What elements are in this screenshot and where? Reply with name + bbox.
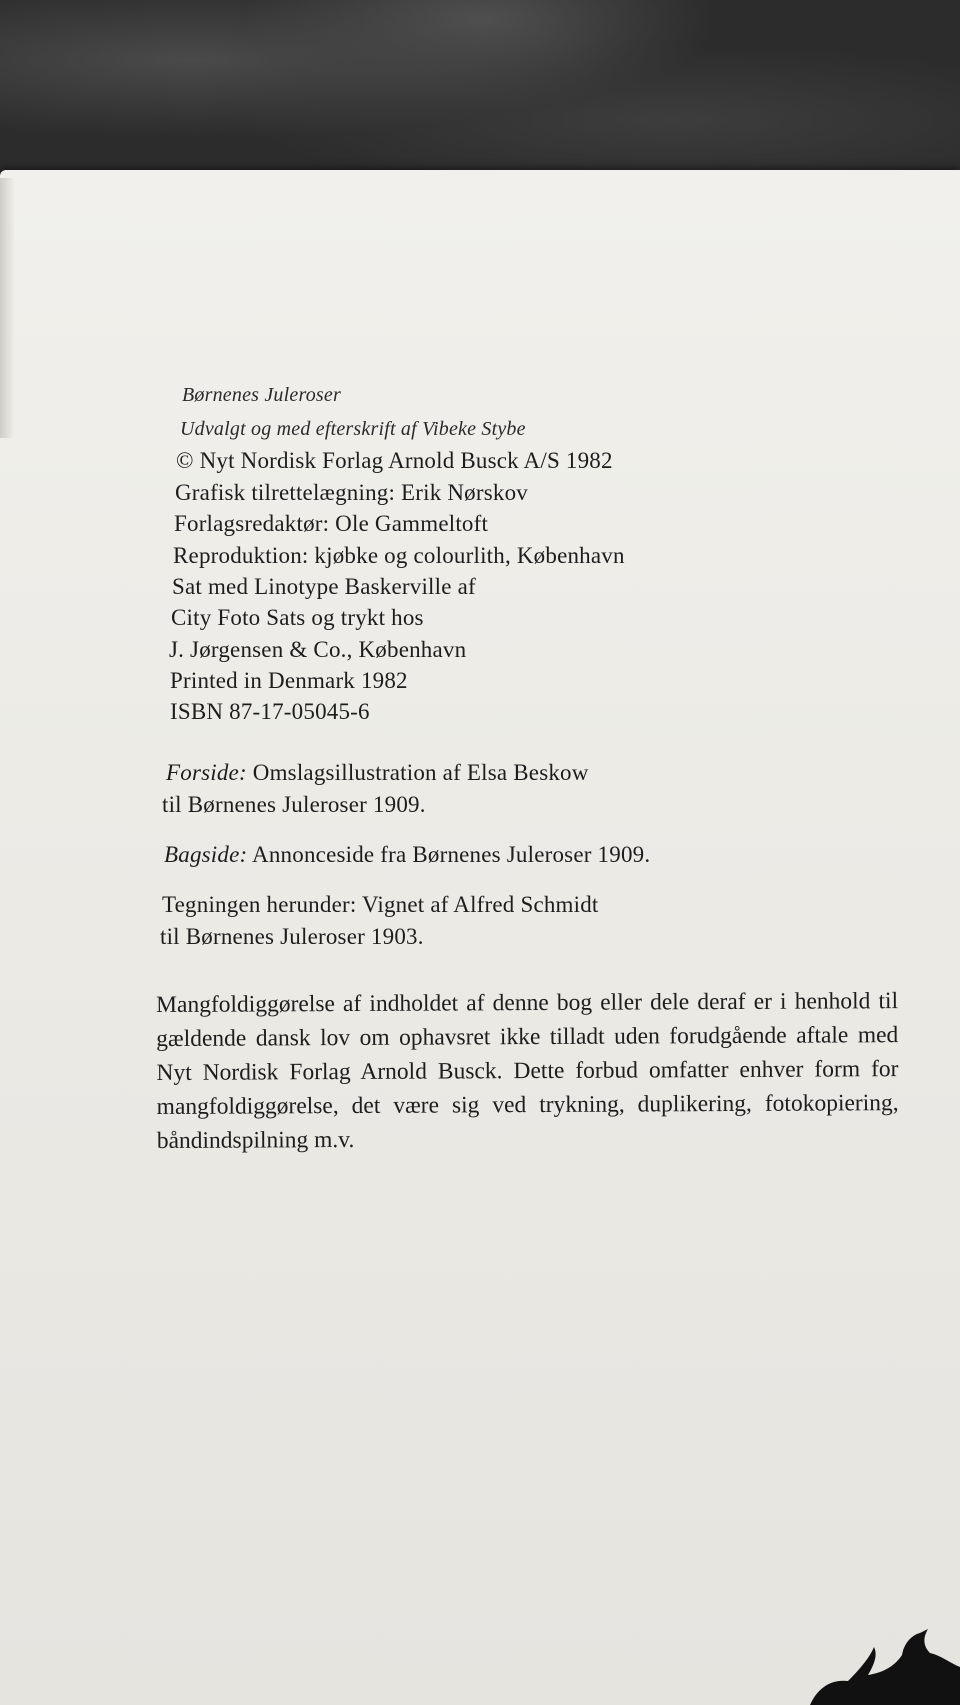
- printed-in: Printed in Denmark 1982: [170, 668, 408, 693]
- front-cover-text: Omslagsillustration af Elsa Beskow: [252, 760, 589, 785]
- copyright-line: © Nyt Nordisk Forlag Arnold Busck A/S 1982: [176, 448, 613, 473]
- back-cover-text: Annonceside fra Børnenes Juleroser 1909.: [252, 842, 651, 867]
- drawing-credit-cont: til Børnenes Juleroser 1903.: [160, 924, 424, 949]
- reproduction-credit: Reproduktion: kjøbke og colourlith, København: [173, 543, 625, 568]
- book-subtitle: Udvalgt og med efterskrift af Vibeke Stybe: [180, 418, 526, 440]
- drawing-credit: Tegningen herunder: Vignet af Alfred Schmidt: [162, 892, 599, 917]
- editor-credit: Forlagsredaktør: Ole Gammeltoft: [174, 511, 489, 536]
- isbn: ISBN 87-17-05045-6: [170, 699, 370, 724]
- printer-credit: City Foto Sats og trykt hos: [171, 605, 424, 630]
- printer-name: J. Jørgensen & Co., København: [169, 637, 467, 662]
- front-cover-label: Forside:: [166, 760, 247, 785]
- copyright-notice: Mangfoldiggørelse af indholdet af denne bog eller dele deraf er i henhold til gældende dansk lov om ophavsret ikke tilladt uden forudgående aftale med Nyt Nordisk Forlag Arnold Busck. Dette forbud omfatter enhver form for mangfoldiggørelse, det være sig ved trykning, duplikering, fotokopiering, båndindspilning m.v.: [156, 988, 899, 1154]
- back-cover-credit: [164, 842, 650, 868]
- back-cover-label: Bagside:: [164, 842, 248, 867]
- page-edge: [0, 178, 14, 438]
- front-cover-credit-cont: til Børnenes Juleroser 1909.: [162, 792, 426, 817]
- front-cover-credit: [166, 760, 589, 786]
- bird-silhouette-icon: [770, 1595, 960, 1705]
- typesetting-credit: Sat med Linotype Baskerville af: [172, 574, 476, 599]
- book-title: Børnenes Juleroser: [182, 384, 341, 406]
- design-credit: Grafisk tilrettelægning: Erik Nørskov: [175, 480, 528, 505]
- book-page: [0, 170, 960, 1705]
